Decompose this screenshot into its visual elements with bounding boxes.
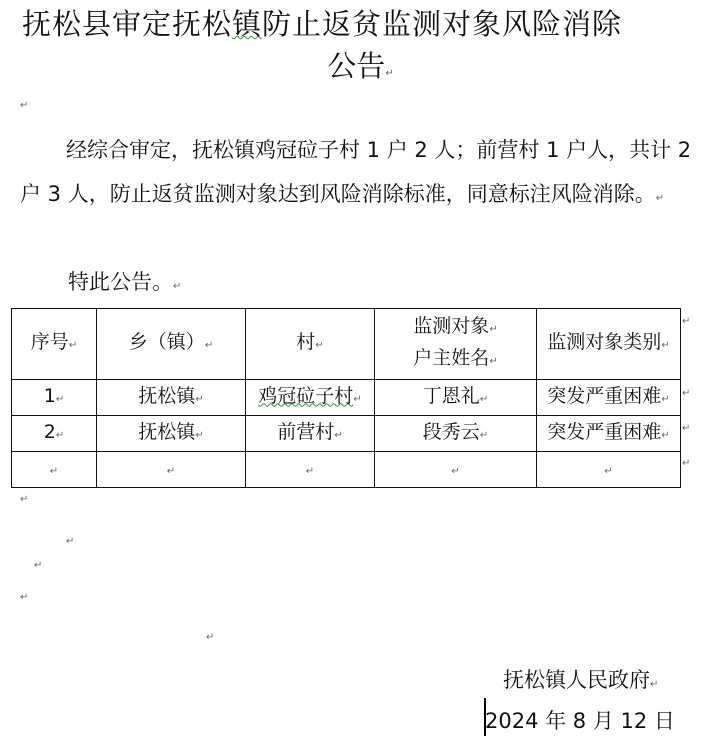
table-row [12,380,681,416]
header-cell [375,309,537,380]
header-line: 监测对象↵ [413,315,498,337]
table-cell: ↵ [12,452,97,488]
table-cell: 抚松镇↵ [97,380,246,416]
row-end-mark-icon: ↵ [682,316,691,327]
paragraph-mark-icon: ↵ [34,560,43,571]
paragraph-mark-icon: ↵ [173,281,182,292]
notice-line [68,266,181,296]
paragraph-mark-icon: ↵ [385,68,394,79]
paragraph-mark-icon: ↵ [206,632,215,643]
paragraph-mark-icon: ↵ [66,536,75,547]
monitoring-table [11,308,681,488]
header-line: 户主姓名↵ [413,347,498,369]
paragraph-mark-icon: ↵ [20,100,29,111]
table-cell: ↵ [246,452,375,488]
row-end-mark-icon: ↵ [682,458,691,469]
document-title-line2 [0,44,721,85]
table-cell: 丁恩礼↵ [375,380,537,416]
title-part-b: 镇 [232,7,263,41]
header-cell: 监测对象类别↵ [537,309,681,380]
table-cell: 1↵ [12,380,97,416]
signer-line [503,664,658,694]
paragraph-mark-icon: ↵ [655,193,665,204]
signer-text: 抚松镇人民政府 [503,668,650,692]
table-cell: 段秀云↵ [375,416,537,452]
table-cell: ↵ [375,452,537,488]
table-cell: 2↵ [12,416,97,452]
table-cell: 突发严重困难↵ [537,416,681,452]
paragraph-mark-icon: ↵ [650,679,659,690]
table-cell: ↵ [537,452,681,488]
table-cell: 鸡冠砬子村↵ [246,380,375,416]
row-end-mark-icon: ↵ [682,423,691,434]
title-line2-text: 公告 [327,49,386,83]
notice-text: 特此公告。 [68,270,173,294]
table-cell: 抚松镇↵ [97,416,246,452]
table-row [12,452,681,488]
table-row [12,416,681,452]
table-header-row [12,309,681,380]
date-text: 2024 年 8 月 12 日 [485,709,675,733]
title-part-c: 防止返贫监测对象风险消除 [262,7,623,41]
paragraph-mark-icon: ↵ [20,592,29,603]
paragraph-mark-icon: ↵ [20,494,29,505]
body-paragraph-text: 经综合审定，抚松镇鸡冠砬子村 1 户 2 人；前营村 1 户人，共计 2 户 3 人，防止返贫监测对象达到风险消除标准，同意标注风险消除。 [20,138,692,206]
title-part-a: 抚松县审定抚松 [22,7,233,41]
header-cell: 乡（镇）↵ [97,309,246,380]
row-end-mark-icon: ↵ [682,388,691,399]
header-cell: 村↵ [246,309,375,380]
table-cell: 前营村↵ [246,416,375,452]
date-line [485,705,675,735]
table-cell: ↵ [97,452,246,488]
header-cell: 序号↵ [12,309,97,380]
body-paragraph [20,128,692,221]
document-title [22,2,622,43]
table-cell: 突发严重困难↵ [537,380,681,416]
